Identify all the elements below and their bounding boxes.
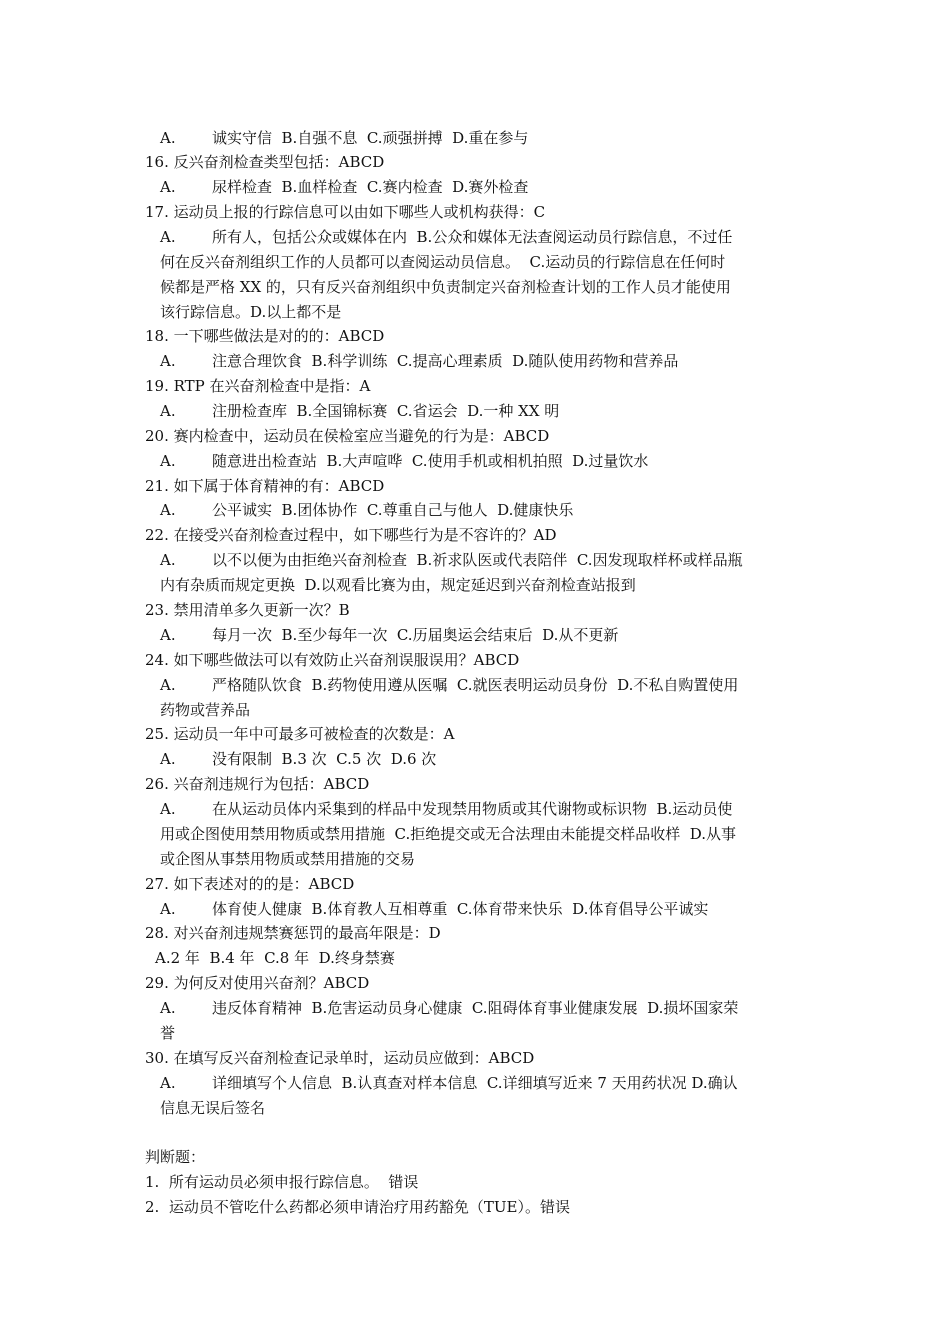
- question-line: 27. 如下表述对的的是：ABCD: [145, 875, 355, 893]
- option-line: A. 公平诚实 B.团体协作 C.尊重自己与他人 D.健康快乐: [160, 501, 574, 519]
- question-line: 21. 如下属于体育精神的有：ABCD: [145, 477, 385, 495]
- option-line: A. 诚实守信 B.自强不息 C.顽强拼搏 D.重在参与: [160, 129, 529, 147]
- question-line: 16. 反兴奋剂检查类型包括：ABCD: [145, 153, 385, 171]
- option-line: A. 尿样检查 B.血样检查 C.赛内检查 D.赛外检查: [160, 178, 529, 196]
- question-line: 29. 为何反对使用兴奋剂？ABCD: [145, 974, 370, 992]
- question-line: 24. 如下哪些做法可以有效防止兴奋剂误服误用？ABCD: [145, 651, 520, 669]
- question-line: 25. 运动员一年中可最多可被检查的次数是：A: [145, 725, 455, 743]
- continuation-line: 内有杂质而规定更换 D.以观看比赛为由，规定延迟到兴奋剂检查站报到: [160, 576, 636, 594]
- option-line: A. 违反体育精神 B.危害运动员身心健康 C.阻碍体育事业健康发展 D.损坏国家荣: [160, 999, 739, 1017]
- option-line: A. 没有限制 B.3 次 C.5 次 D.6 次: [160, 750, 437, 768]
- judgment-item: 1. 所有运动员必须申报行踪信息。 错误: [145, 1173, 419, 1191]
- option-line: A. 详细填写个人信息 B.认真查对样本信息 C.详细填写近来 7 天用药状况 D.确认: [160, 1074, 738, 1092]
- question-line: 17. 运动员上报的行踪信息可以由如下哪些人或机构获得：C: [145, 203, 546, 221]
- question-line: 30. 在填写反兴奋剂检查记录单时，运动员应做到：ABCD: [145, 1049, 535, 1067]
- continuation-line: 用或企图使用禁用物质或禁用措施 C.拒绝提交或无合法理由未能提交样品收样 D.从事: [160, 825, 737, 843]
- option-line: A. 所有人，包括公众或媒体在内 B.公众和媒体无法查阅运动员行踪信息，不过任: [160, 228, 733, 246]
- question-line: 19. RTP 在兴奋剂检查中是指：A: [145, 377, 371, 395]
- continuation-line: 何在反兴奋剂组织工作的人员都可以查阅运动员信息。 C.运动员的行踪信息在任何时: [160, 253, 726, 271]
- continuation-line: 或企图从事禁用物质或禁用措施的交易: [160, 850, 416, 868]
- continuation-line: 誉: [160, 1024, 176, 1042]
- continuation-line: 信息无误后签名: [160, 1099, 266, 1117]
- option-line: A.2 年 B.4 年 C.8 年 D.终身禁赛: [155, 949, 395, 967]
- option-line: A. 每月一次 B.至少每年一次 C.历届奥运会结束后 D.从不更新: [160, 626, 619, 644]
- continuation-line: 药物或营养品: [160, 701, 251, 719]
- question-line: 23. 禁用清单多久更新一次？B: [145, 601, 350, 619]
- continuation-line: 该行踪信息。D.以上都不是: [160, 303, 342, 321]
- judgment-item: 2. 运动员不管吃什么药都必须申请治疗用药豁免（TUE）。错误: [145, 1198, 570, 1216]
- option-line: A. 注册检查库 B.全国锦标赛 C.省运会 D.一种 XX 明: [160, 402, 560, 420]
- question-line: 22. 在接受兴奋剂检查过程中，如下哪些行为是不容许的？AD: [145, 526, 557, 544]
- option-line: A. 随意进出检查站 B.大声喧哗 C.使用手机或相机拍照 D.过量饮水: [160, 452, 649, 470]
- option-line: A. 在从运动员体内采集到的样品中发现禁用物质或其代谢物或标识物 B.运动员使: [160, 800, 733, 818]
- continuation-line: 候都是严格 XX 的，只有反兴奋剂组织中负责制定兴奋剂检查计划的工作人员才能使用: [160, 278, 731, 296]
- question-line: 20. 赛内检查中，运动员在侯检室应当避免的行为是：ABCD: [145, 427, 550, 445]
- question-line: 28. 对兴奋剂违规禁赛惩罚的最高年限是：D: [145, 924, 441, 942]
- question-line: 26. 兴奋剂违规行为包括：ABCD: [145, 775, 370, 793]
- option-line: A. 严格随队饮食 B.药物使用遵从医嘱 C.就医表明运动员身份 D.不私自购置使用: [160, 676, 739, 694]
- option-line: A. 以不以便为由拒绝兴奋剂检查 B.祈求队医或代表陪伴 C.因发现取样杯或样品瓶: [160, 551, 743, 569]
- option-line: A. 体育使人健康 B.体育教人互相尊重 C.体育带来快乐 D.体育倡导公平诚实: [160, 900, 709, 918]
- option-line: A. 注意合理饮食 B.科学训练 C.提高心理素质 D.随队使用药物和营养品: [160, 352, 679, 370]
- section-heading: 判断题：: [145, 1148, 206, 1166]
- question-line: 18. 一下哪些做法是对的的：ABCD: [145, 327, 385, 345]
